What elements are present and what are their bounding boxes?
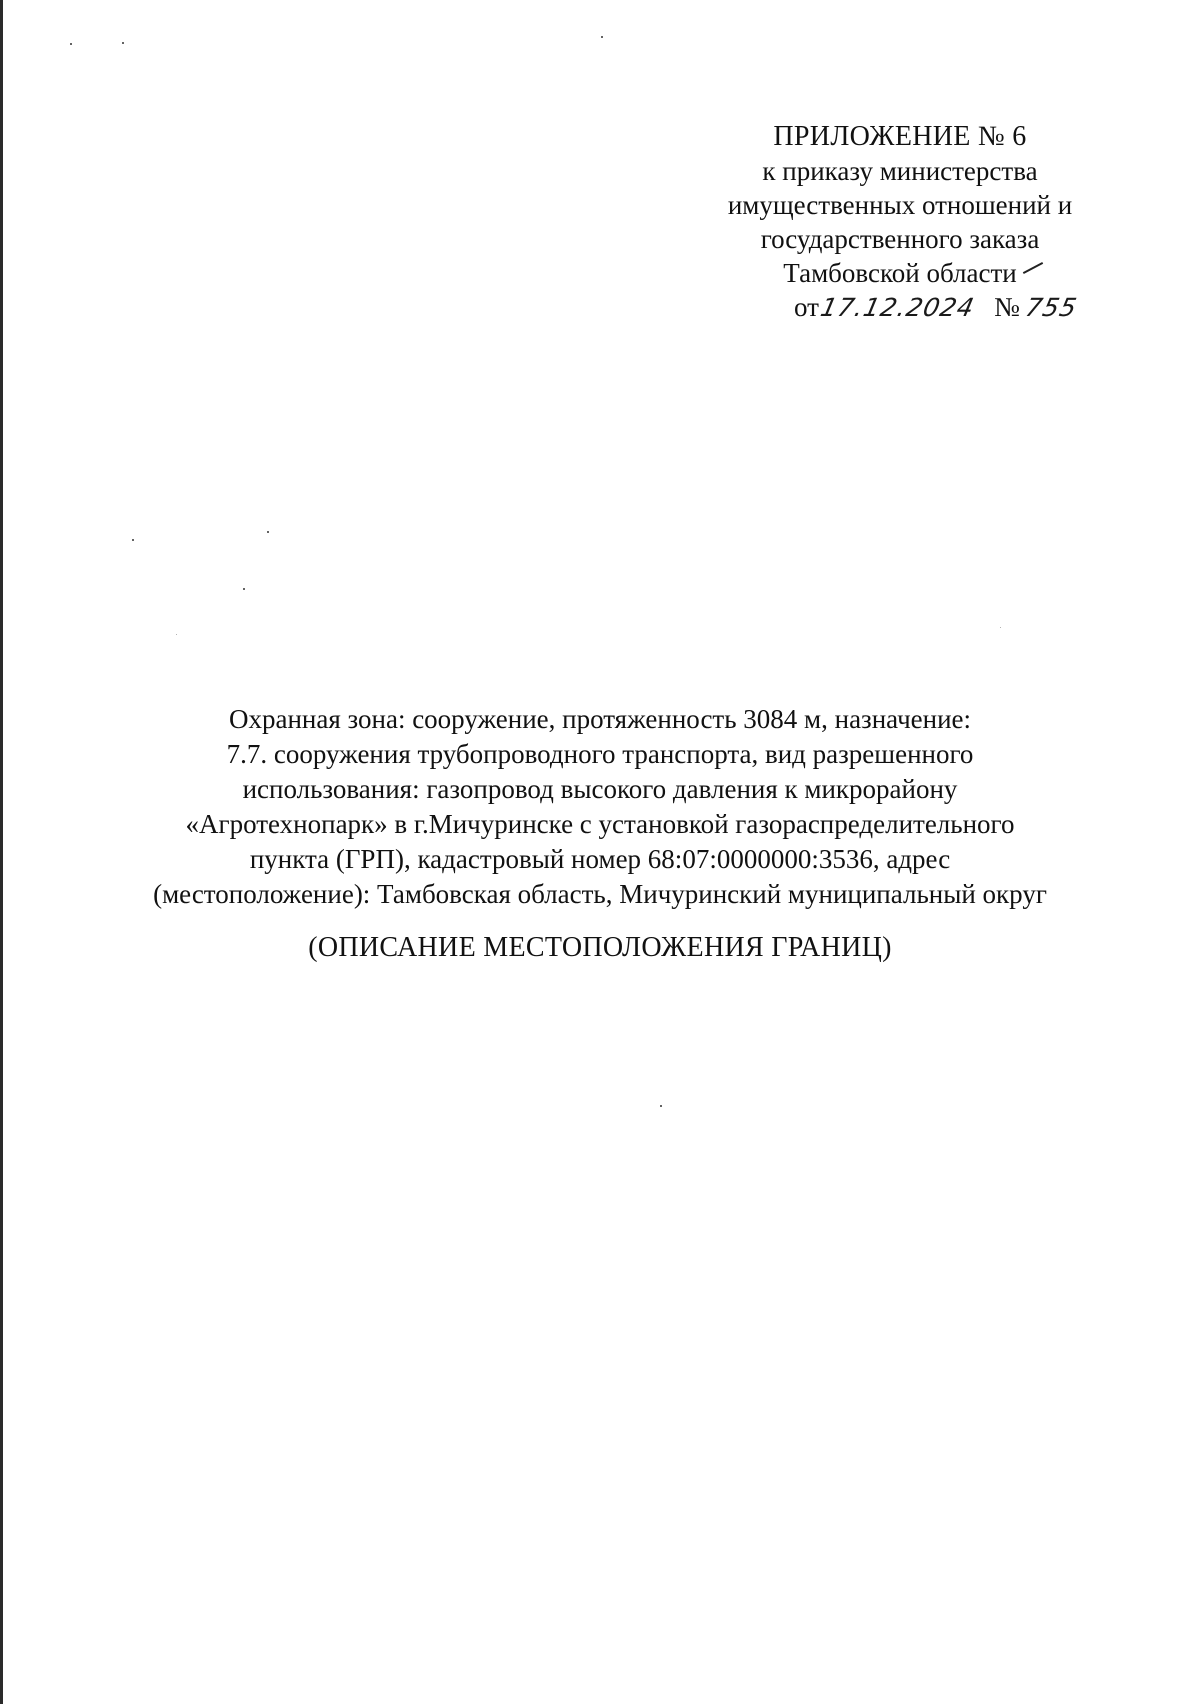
approval-line: имущественных отношений и xyxy=(727,190,1073,220)
approval-line: государственного заказа xyxy=(760,224,1040,254)
date-prefix: от xyxy=(794,292,819,322)
subject-paragraph xyxy=(140,702,1060,912)
approval-line: Тамбовской области xyxy=(783,258,1017,288)
order-date-line xyxy=(700,290,1100,325)
scan-speck xyxy=(601,36,603,38)
scan-speck xyxy=(660,1105,662,1107)
subject-line: (местоположение): Тамбовская область, Мичуринский муниципальный округ xyxy=(153,879,1047,909)
approval-line: к приказу министерства xyxy=(762,156,1038,186)
handwritten-number: 755 xyxy=(1022,293,1080,322)
section-title: (ОПИСАНИЕ МЕСТОПОЛОЖЕНИЯ ГРАНИЦ) xyxy=(308,932,892,963)
subject-line: пункта (ГРП), кадастровый номер 68:07:0000000:3536, адрес xyxy=(249,844,951,874)
appendix-heading: ПРИЛОЖЕНИЕ № 6 xyxy=(773,121,1027,152)
number-prefix: № xyxy=(994,292,1020,322)
subject-line: 7.7. сооружения трубопроводного транспорта, вид разрешенного xyxy=(226,739,974,769)
scan-speck xyxy=(132,539,134,541)
scan-speck xyxy=(243,588,245,590)
subject-line: «Агротехнопарк» в г.Мичуринске с установкой газораспределительного xyxy=(185,809,1015,839)
scan-speck xyxy=(70,43,72,45)
scan-edge xyxy=(0,0,3,1704)
scan-speck xyxy=(267,531,269,533)
subject-line: Охранная зона: сооружение, протяженность 3084 м, назначение: xyxy=(228,704,972,734)
subject-line: использования: газопровод высокого давления к микрорайону xyxy=(242,774,958,804)
approval-block xyxy=(700,120,1100,325)
scan-speck xyxy=(122,42,124,44)
scan-speck xyxy=(176,634,177,635)
handwritten-date: 17.12.2024 xyxy=(817,293,978,322)
scan-speck xyxy=(1000,627,1001,628)
